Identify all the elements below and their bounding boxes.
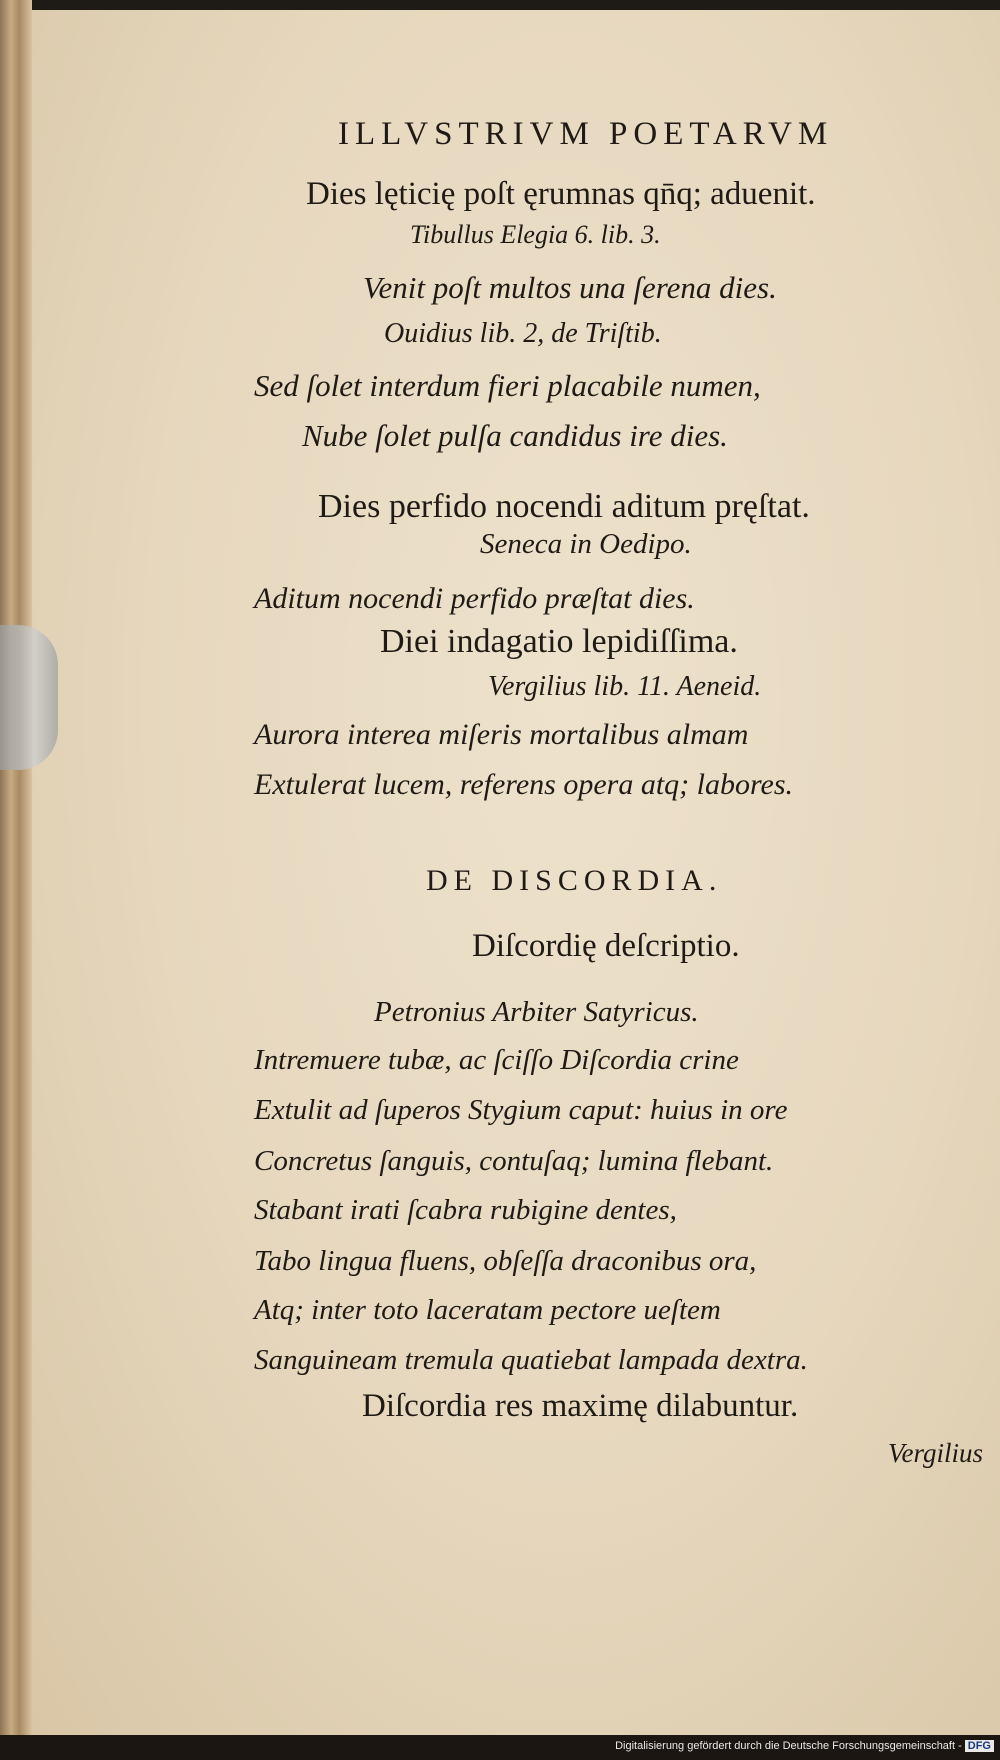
digitization-footer — [615, 1740, 994, 1752]
text-line-13: Extulerat lucem, referens opera atq; labores. — [254, 768, 794, 801]
text-line-5: Sed ſolet interdum fieri placabile numen, — [254, 368, 761, 403]
text-line-21: Tabo lingua fluens, obſeſſa draconibus ora, — [254, 1245, 757, 1277]
text-line-7: Dies perfido nocendi aditum pręſtat. — [318, 488, 810, 525]
text-line-22: Atq; inter toto laceratam pectore ueſtem — [254, 1294, 721, 1326]
text-line-19: Concretus ſanguis, contuſaq; lumina flebant. — [254, 1145, 774, 1177]
text-line-12: Aurora interea miſeris mortalibus almam — [254, 718, 749, 751]
text-line-24: Diſcordia res maximę dilabuntur. — [362, 1388, 799, 1424]
catchword: Vergilius — [888, 1438, 984, 1468]
text-line-8: Seneca in Oedipo. — [480, 528, 692, 560]
text-line-4: Ouidius lib. 2, de Triſtib. — [384, 318, 662, 349]
text-line-17: Intremuere tubæ, ac ſciſſo Diſcordia crine — [254, 1044, 739, 1076]
footer-text: Digitalisierung gefördert durch die Deutsche Forschungsgemeinschaft - — [615, 1740, 962, 1752]
page-stack-edge — [0, 0, 32, 1745]
text-line-2: Tibullus Elegia 6. lib. 3. — [410, 220, 661, 249]
section-heading: DE DISCORDIA. — [426, 864, 723, 897]
text-line-10: Diei indagatio lepidiſſima. — [380, 623, 738, 660]
text-line-20: Stabant irati ſcabra rubigine dentes, — [254, 1194, 677, 1226]
text-line-11: Vergilius lib. 11. Aeneid. — [488, 671, 762, 702]
book-clip — [0, 625, 58, 770]
text-line-15: Diſcordię deſcriptio. — [472, 928, 740, 964]
text-line-1: Dies lęticię poſt ęrumnas qn̄q; aduenit. — [306, 176, 816, 212]
text-line-9: Aditum nocendi perfido præſtat dies. — [254, 582, 695, 615]
text-line-18: Extulit ad ſuperos Stygium caput: huius in ore — [254, 1094, 788, 1126]
text-line-6: Nube ſolet pulſa candidus ire dies. — [302, 418, 728, 453]
text-line-16: Petronius Arbiter Satyricus. — [374, 996, 699, 1028]
dfg-logo: DFG — [965, 1740, 994, 1752]
text-line-3: Venit poſt multos una ſerena dies. — [363, 270, 777, 305]
running-header: ILLVSTRIVM POETARVM — [338, 116, 834, 152]
text-line-23: Sanguineam tremula quatiebat lampada dextra. — [254, 1344, 808, 1376]
